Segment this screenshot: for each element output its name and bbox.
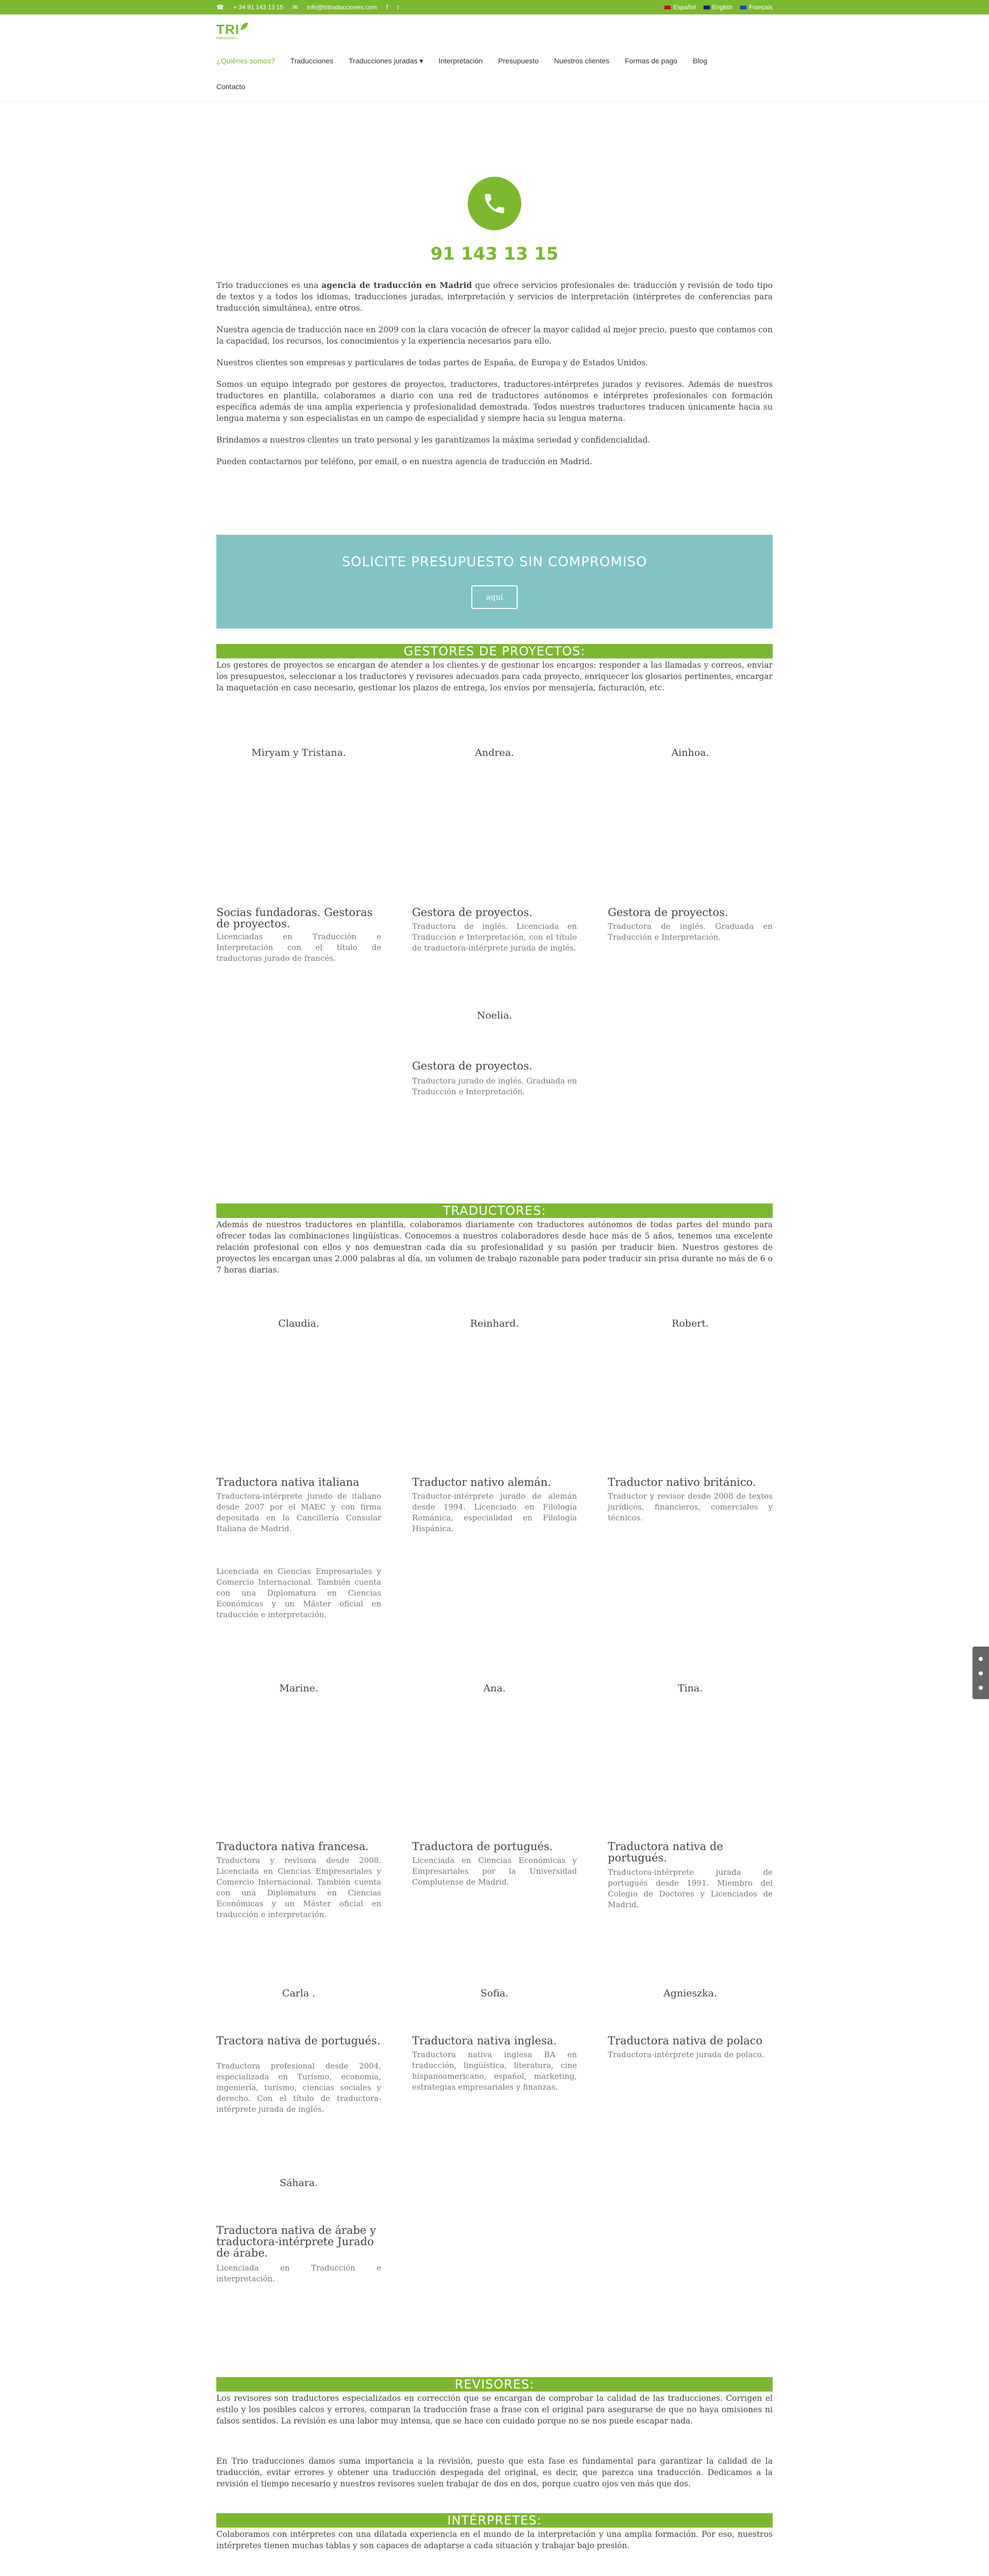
person-desc: Traductora de inglés. Graduada en Traducción e Interpretación. bbox=[608, 922, 773, 942]
france-flag-icon bbox=[740, 5, 747, 10]
person-desc: Traductora-intérprete jurada de polaco. bbox=[608, 2050, 764, 2059]
nav-traducciones[interactable]: Traducciones bbox=[290, 57, 334, 65]
nav-formas-de-pago[interactable]: Formas de pago bbox=[625, 57, 677, 65]
person-role: Gestora de proyectos. bbox=[608, 906, 728, 919]
intro-p1: Trio traducciones es una agencia de traducción en Madrid que ofrece servicios profesionales de: traducción y revisión de todo tipo de textos y a todos los idiomas, traducciones juradas, interpretación y servicios de interpretación (intérpretes de conferencias para traducción simultánea), entre otros. bbox=[216, 280, 773, 313]
nav-blog[interactable]: Blog bbox=[692, 57, 707, 65]
cta-button[interactable]: aquí bbox=[471, 585, 518, 609]
person-name: Andrea. bbox=[475, 747, 514, 758]
person-desc: Traductora y revisora desde 2008. Licenciada en Ciencias Empresariales y Comercio Internacional. También cuenta con una Diplomatura en Ciencias Económicas y un Máster oficial en traducción e interpretación. bbox=[216, 1856, 381, 1919]
person-role: Traductora de portugués. bbox=[412, 1840, 553, 1853]
person-desc: Traductora de inglés. Licenciada en Traducción e Interpretación, con el título de traductora-intérprete jurada de inglés. bbox=[412, 922, 577, 953]
person-name: Carla . bbox=[282, 1988, 316, 1999]
person-role: Traductora nativa de portugués. bbox=[608, 1840, 723, 1864]
revisores-heading: REVISORES: bbox=[216, 2377, 773, 2392]
traductores-text: Además de nuestros traductores en plantilla, colaboramos diariamente con traductores autónomos de todas partes del mundo para ofrecer todas las combinaciones lingüísticas. Conocemos a nuestros colaboradores desde hace más de 5 años, tenemos una excelente relación profesional con ellos y nos demuestran cada día su profesionalidad y su pasión por traducir bien. Nuestros gestores de proyectos les encargan unas 2.000 palabras al día, un volumen de trabajo razonable para poder traducir sin prisa durante no más de 6 o 7 horas diarias. bbox=[216, 1220, 773, 1275]
facebook-icon[interactable]: f bbox=[386, 4, 388, 11]
person-role: Traductor nativo británico. bbox=[608, 1476, 756, 1488]
lang-es[interactable]: Español bbox=[664, 4, 695, 11]
revisores-text-2: En Trio traducciones damos suma importancia a la revisión, puesto que esta fase es fundamental para garantizar la calidad de la traducción, evitar errores y obtener una traducción despegada del original, es decir, que parezca una traducción. Dedicamos a la revisión el tiempo necesario y nuestros revisores suelen trabajar de dos en dos, porque cuatro ojos ven más que dos. bbox=[216, 2456, 773, 2488]
main-nav bbox=[216, 57, 773, 65]
person-desc: Traductora jurado de inglés. Graduada en Traducción e Interpretación. bbox=[412, 1076, 577, 1096]
nav-interpretacion[interactable]: Interpretación bbox=[438, 57, 483, 65]
person-name: Agnieszka. bbox=[663, 1988, 718, 1999]
share-dot-icon bbox=[979, 1657, 983, 1661]
person-role: Traductora nativa de árabe y traductora-intérprete Jurado de árabe. bbox=[216, 2224, 376, 2259]
intro-text bbox=[216, 280, 773, 478]
intro-p6: Pueden contactarnos por teléfono, por email, o en nuestra agencia de traducción en Madrid. bbox=[216, 457, 592, 466]
person-role: Gestora de proyectos. bbox=[412, 1060, 533, 1072]
person-role: Gestora de proyectos. bbox=[412, 906, 533, 919]
twitter-icon[interactable]: t bbox=[397, 4, 399, 11]
share-dot-icon bbox=[979, 1671, 983, 1675]
person-name: Ana. bbox=[483, 1683, 506, 1694]
spain-flag-icon bbox=[664, 5, 671, 10]
person-name: Marine. bbox=[279, 1683, 318, 1694]
person-name: Miryam y Tristana. bbox=[251, 747, 346, 758]
site-header bbox=[0, 14, 989, 102]
nav-presupuesto[interactable]: Presupuesto bbox=[498, 57, 539, 65]
intro-p4: Somos un equipo integrado por gestores de proyectos, traductores, traductores-intérpretes jurados y revisores. Además de nuestros traductores en plantilla, colaboramos a diario con una red de traductores autónomos e intérpretes profesionales con formación específica además de una amplia experiencia y profesionalidad demostrada. Todos nuestros traductores traducen únicamente hacia su lengua materna y son especialistas en un campo de especialidad y siempre hacia su lengua materna. bbox=[216, 380, 773, 423]
share-dot-icon bbox=[979, 1686, 983, 1690]
lang-fr[interactable]: Français bbox=[740, 4, 773, 11]
nav-nuestros-clientes[interactable]: Nuestros clientes bbox=[554, 57, 609, 65]
cta-title: SOLICITE PRESUPUESTO SIN COMPROMISO bbox=[342, 554, 647, 570]
person-name: Sofia. bbox=[480, 1988, 509, 1999]
person-desc: Traductora-intérprete jurado de italiano desde 2007 por el MAEC y con firma depositada en la Cancillería Consular Italiana de Madrid. bbox=[216, 1492, 381, 1533]
person-desc: Traductor y revisor desde 2008 de textos jurídicos, financieros, comerciales y técnicos. bbox=[608, 1492, 773, 1522]
nav-contacto[interactable]: Contacto bbox=[216, 82, 246, 91]
top-bar bbox=[0, 0, 989, 14]
person-desc: Traductor-intérprete jurado de alemán desde 1994. Licenciado en Filología Románica, especialidad en Filología Hispánica. bbox=[412, 1492, 577, 1533]
interpretes-text-1: Colaboramos con intérpretes con una dilatada experiencia en el mundo de la interpretación y una amplia formación. Por eso, nuestros intérpretes tienen muchas tablas y son capaces de adaptarse a cada situación y trabajar bajo presión. bbox=[216, 2530, 773, 2550]
person-name: Tina. bbox=[677, 1683, 703, 1694]
person-name: Robert. bbox=[672, 1318, 709, 1329]
person-role: Socias fundadoras. Gestoras de proyectos. bbox=[216, 906, 373, 930]
person-desc: Licenciada en Ciencias Económicas y Empresariales por la Universidad Complutense de Madrid. bbox=[412, 1856, 577, 1887]
lang-en[interactable]: English bbox=[703, 4, 732, 11]
person-role: Traductora nativa de polaco bbox=[608, 2035, 763, 2047]
gestores-text: Los gestores de proyectos se encargan de atender a los clientes y de gestionar los encargos: responder a las llamadas y correos, enviar los presupuestos, seleccionar a los traductores y revisores adecuados para cada proyecto, enriquecer los glosarios pertinentes, encargar la maquetación en caso necesario, gestionar los plazos de entrega, los envíos por mensajería, facturación, etc. bbox=[216, 660, 773, 692]
nav-quienes-somos[interactable]: ¿Quiénes somos? bbox=[216, 57, 275, 65]
intro-p3: Nuestros clientes son empresas y particulares de todas partes de España, de Europa y de Estados Unidos. bbox=[216, 358, 648, 367]
person-desc: Traductora profesional desde 2004, especializada en Turismo, economía, ingeniería, turismo, ciencias sociales y derecho. Con el título de traductora-intérprete jurada de inglés. bbox=[216, 2061, 381, 2114]
site-logo[interactable]: TRI traducciones bbox=[216, 22, 258, 42]
person-name: Noelia. bbox=[476, 1010, 513, 1021]
email-icon: ✉ bbox=[293, 4, 298, 11]
person-role: Traductora nativa inglesa. bbox=[412, 2035, 557, 2047]
person-name: Sáhara. bbox=[279, 2177, 318, 2189]
person-role: Traductor nativo alemán. bbox=[412, 1476, 551, 1488]
traductores-heading: TRADUCTORES: bbox=[216, 1204, 773, 1218]
side-share-widget[interactable] bbox=[973, 1647, 989, 1699]
hero-phone-number[interactable]: 91 143 13 15 bbox=[430, 244, 559, 264]
person-role: Traductora nativa francesa. bbox=[216, 1840, 369, 1853]
person-role: Tractora nativa de portugués. bbox=[216, 2035, 381, 2047]
quote-cta-banner bbox=[216, 535, 773, 629]
person-name: Reinhard. bbox=[470, 1318, 519, 1329]
gestores-heading: GESTORES DE PROYECTOS: bbox=[216, 644, 773, 658]
phone-small-icon: ☎ bbox=[216, 4, 224, 11]
chevron-down-icon: ▾ bbox=[419, 57, 423, 65]
person-desc: Licenciada en Traducción e interpretación. bbox=[216, 2263, 381, 2283]
person-desc: Traductora nativa inglesa BA en traducción, lingüística, literatura, cine hispanoamericano, español, marketing, estrategias empresariales y finanzas. bbox=[412, 2050, 577, 2092]
uk-flag-icon bbox=[703, 5, 710, 10]
intro-p2: Nuestra agencia de traducción nace en 2009 con la clara vocación de ofrecer la mayor calidad al mejor precio, puesto que contamos con la capacidad, los recursos, los conocimientos y la experiencia necesarios para ello. bbox=[216, 325, 773, 346]
person-desc: Licenciada en Ciencias Empresariales y Comercio Internacional. También cuenta con una Diplomatura en Ciencias Económicas y un Máster oficial en traducción e interpretación. bbox=[216, 1567, 381, 1619]
person-name: Ainhoa. bbox=[671, 747, 709, 758]
person-role: Traductora nativa italiana bbox=[216, 1476, 360, 1488]
leaf-icon bbox=[240, 22, 249, 31]
intro-p5: Brindamos a nuestros clientes un trato personal y les garantizamos la máxima seriedad y confidencialidad. bbox=[216, 435, 651, 445]
person-desc: Licenciadas en Traducción e Interpretación con el título de traductoras jurado de francés. bbox=[216, 932, 381, 963]
topbar-phone[interactable]: + 34 91 143 13 15 bbox=[233, 4, 284, 11]
interpretes-heading: INTÉRPRETES: bbox=[216, 2513, 773, 2528]
phone-circle[interactable] bbox=[468, 177, 521, 230]
person-name: Claudia. bbox=[278, 1318, 319, 1329]
revisores-text-1: Los revisores son traductores especializados en corrección que se encargan de comprobar la calidad de las traducciones. Corrigen el estilo y los posibles calcos y errores, comparan la traducción frase a frase con el original para asegurarse de que no haya omisiones ni falsos sentidos. La revisión es una labor muy intensa, que se hace con cuidado porque no se nos puede escapar nada. bbox=[216, 2394, 773, 2426]
phone-icon bbox=[482, 191, 507, 216]
person-desc: Traductora-intérprete jurada de portugués desde 1991. Miembro del Colegio de Doctores y Licenciados de Madrid. bbox=[608, 1868, 773, 1909]
nav-traducciones-juradas[interactable]: Traducciones juradas ▾ bbox=[349, 57, 423, 65]
topbar-email[interactable]: info@tritraducciones.com bbox=[307, 4, 377, 11]
